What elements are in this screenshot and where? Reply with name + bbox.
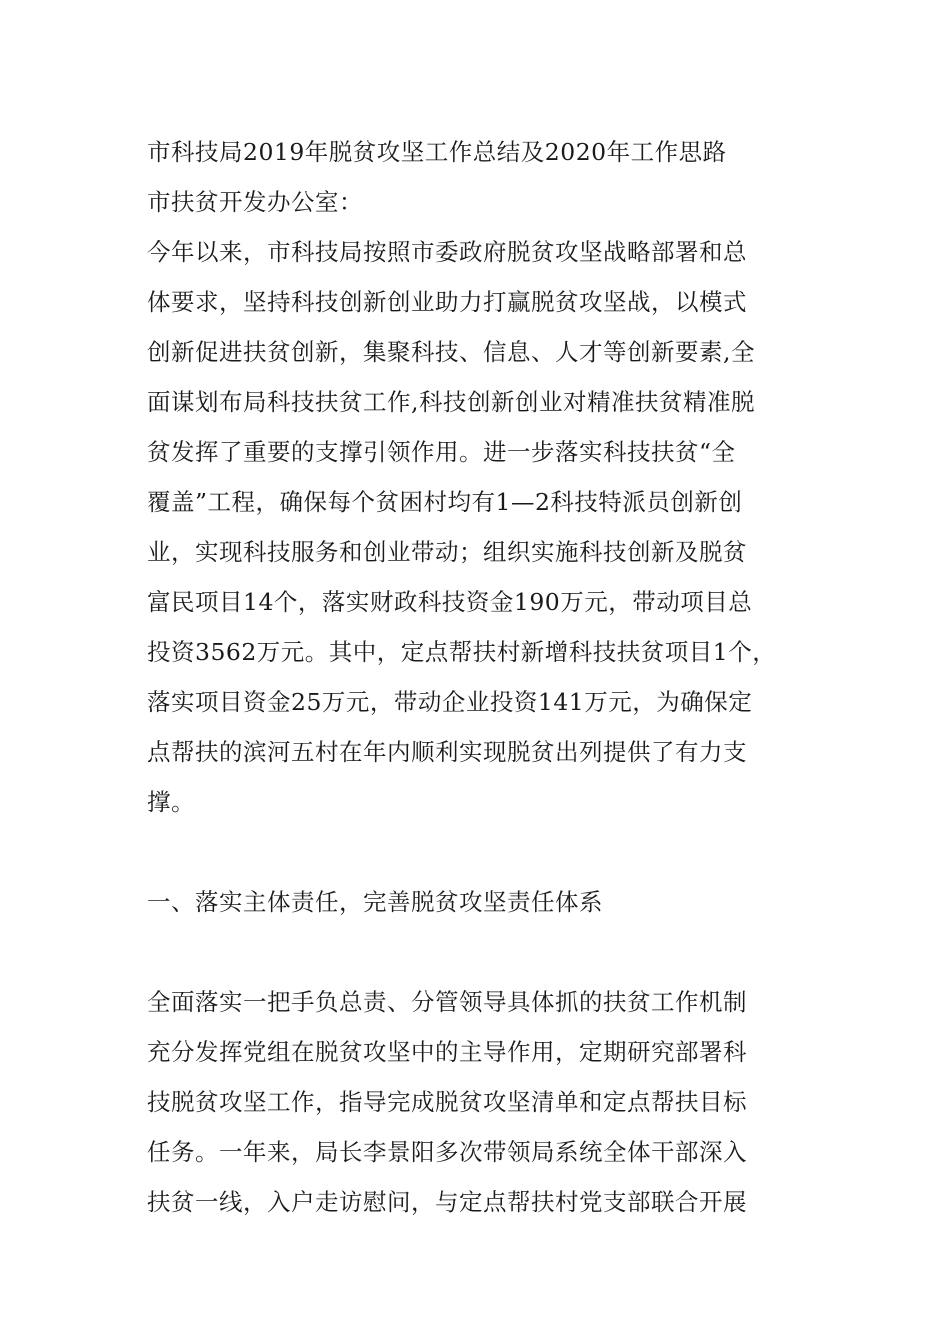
intro-line: 富民项目14个，落实财政科技资金190万元，带动项目总 [147, 588, 753, 616]
intro-line: 体要求，坚持科技创新创业助力打赢脱贫攻坚战，以模式 [147, 288, 747, 316]
intro-line: 点帮扶的滨河五村在年内顺利实现脱贫出列提供了有力支 [147, 738, 747, 766]
section-line: 任务。一年来，局长李景阳多次带领局系统全体干部深入 [147, 1138, 747, 1166]
intro-line: 业，实现科技服务和创业带动；组织实施科技创新及脱贫 [147, 538, 747, 566]
paragraph-spacer [147, 827, 817, 877]
intro-line: 投资3562万元。其中，定点帮扶村新增科技扶贫项目1个， [147, 638, 777, 666]
intro-line: 今年以来，市科技局按照市委政府脱贫攻坚战略部署和总 [147, 238, 747, 266]
document-title: 市科技局2019年脱贫攻坚工作总结及2020年工作思路 [147, 138, 727, 166]
intro-line: 面谋划布局科技扶贫工作,科技创新创业对精准扶贫精准脱 [147, 388, 755, 416]
section-line: 扶贫一线，入户走访慰问，与定点帮扶村党支部联合开展 [147, 1188, 747, 1216]
section-line: 全面落实一把手负总责、分管领导具体抓的扶贫工作机制 [147, 988, 747, 1016]
section-paragraph [147, 977, 817, 1227]
intro-line: 贫发挥了重要的支撑引领作用。进一步落实科技扶贫“全 [147, 438, 736, 466]
intro-line: 创新促进扶贫创新，集聚科技、信息、人才等创新要素,全 [147, 338, 755, 366]
paragraph-spacer [147, 927, 817, 977]
intro-paragraph [147, 227, 817, 827]
section-line: 充分发挥党组在脱贫攻坚中的主导作用，定期研究部署科 [147, 1038, 747, 1066]
recipient-line: 市扶贫开发办公室： [147, 188, 363, 216]
section-heading: 一、落实主体责任，完善脱贫攻坚责任体系 [147, 888, 603, 916]
section-line: 技脱贫攻坚工作，指导完成脱贫攻坚清单和定点帮扶目标 [147, 1088, 747, 1116]
intro-line: 撑。 [147, 788, 195, 816]
intro-line: 落实项目资金25万元，带动企业投资141万元，为确保定 [147, 688, 753, 716]
intro-line: 覆盖”工程，确保每个贫困村均有1—2科技特派员创新创 [147, 488, 743, 516]
document-body [147, 127, 817, 1227]
